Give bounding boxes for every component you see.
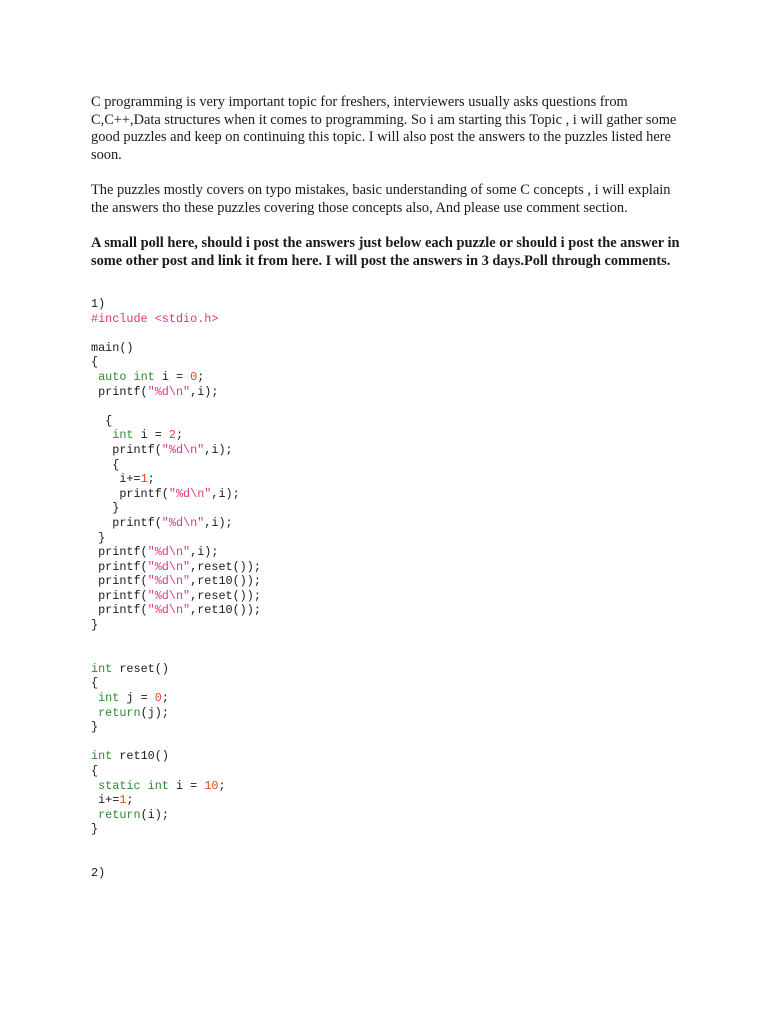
- code-listing: 1) #include <stdio.h> main() { auto int i = 0; printf("%d\n",i); { int i = 2; printf("%d\n",i); { i+=1; printf("%d\n",i); } printf("%d\n",i); } printf("%d\n",i); printf("%d\n",reset()); printf("%d\n",ret10()); printf("%d\n",reset()); printf("%d\n",ret10()); } int reset() { int j = 0; return(j); } int ret10() { static int i = 10; i+=1; return(i); } 2): [91, 297, 261, 881]
- ret10-signature: ret10(): [119, 749, 169, 764]
- puzzle-1-label: 1): [91, 297, 106, 311]
- intro-paragraph-2: The puzzles mostly covers on typo mistakes, basic understanding of some C concepts , i will explain the answers tho these puzzles covering those concepts also, And please use comment section.: [91, 182, 671, 216]
- document-page: [91, 94, 691, 881]
- puzzle-2-label: 2): [91, 866, 106, 881]
- include-directive: #include <stdio.h>: [91, 311, 219, 326]
- intro-paragraph-1: C programming is very important topic for freshers, interviewers usually asks questions from C,C++,Data structures when it comes to programming. So i am starting this Topic , i will gather some good puzzles and keep on continuing this topic. I will also post the answers to the puzzles listed here soon.: [91, 94, 677, 163]
- main-signature: main(): [91, 340, 134, 355]
- poll-paragraph: A small poll here, should i post the answers just below each puzzle or should i post the answer in some other post and link it from here. I will post the answers in 3 days.Poll through comments.: [91, 235, 680, 269]
- reset-signature: reset(): [119, 661, 169, 676]
